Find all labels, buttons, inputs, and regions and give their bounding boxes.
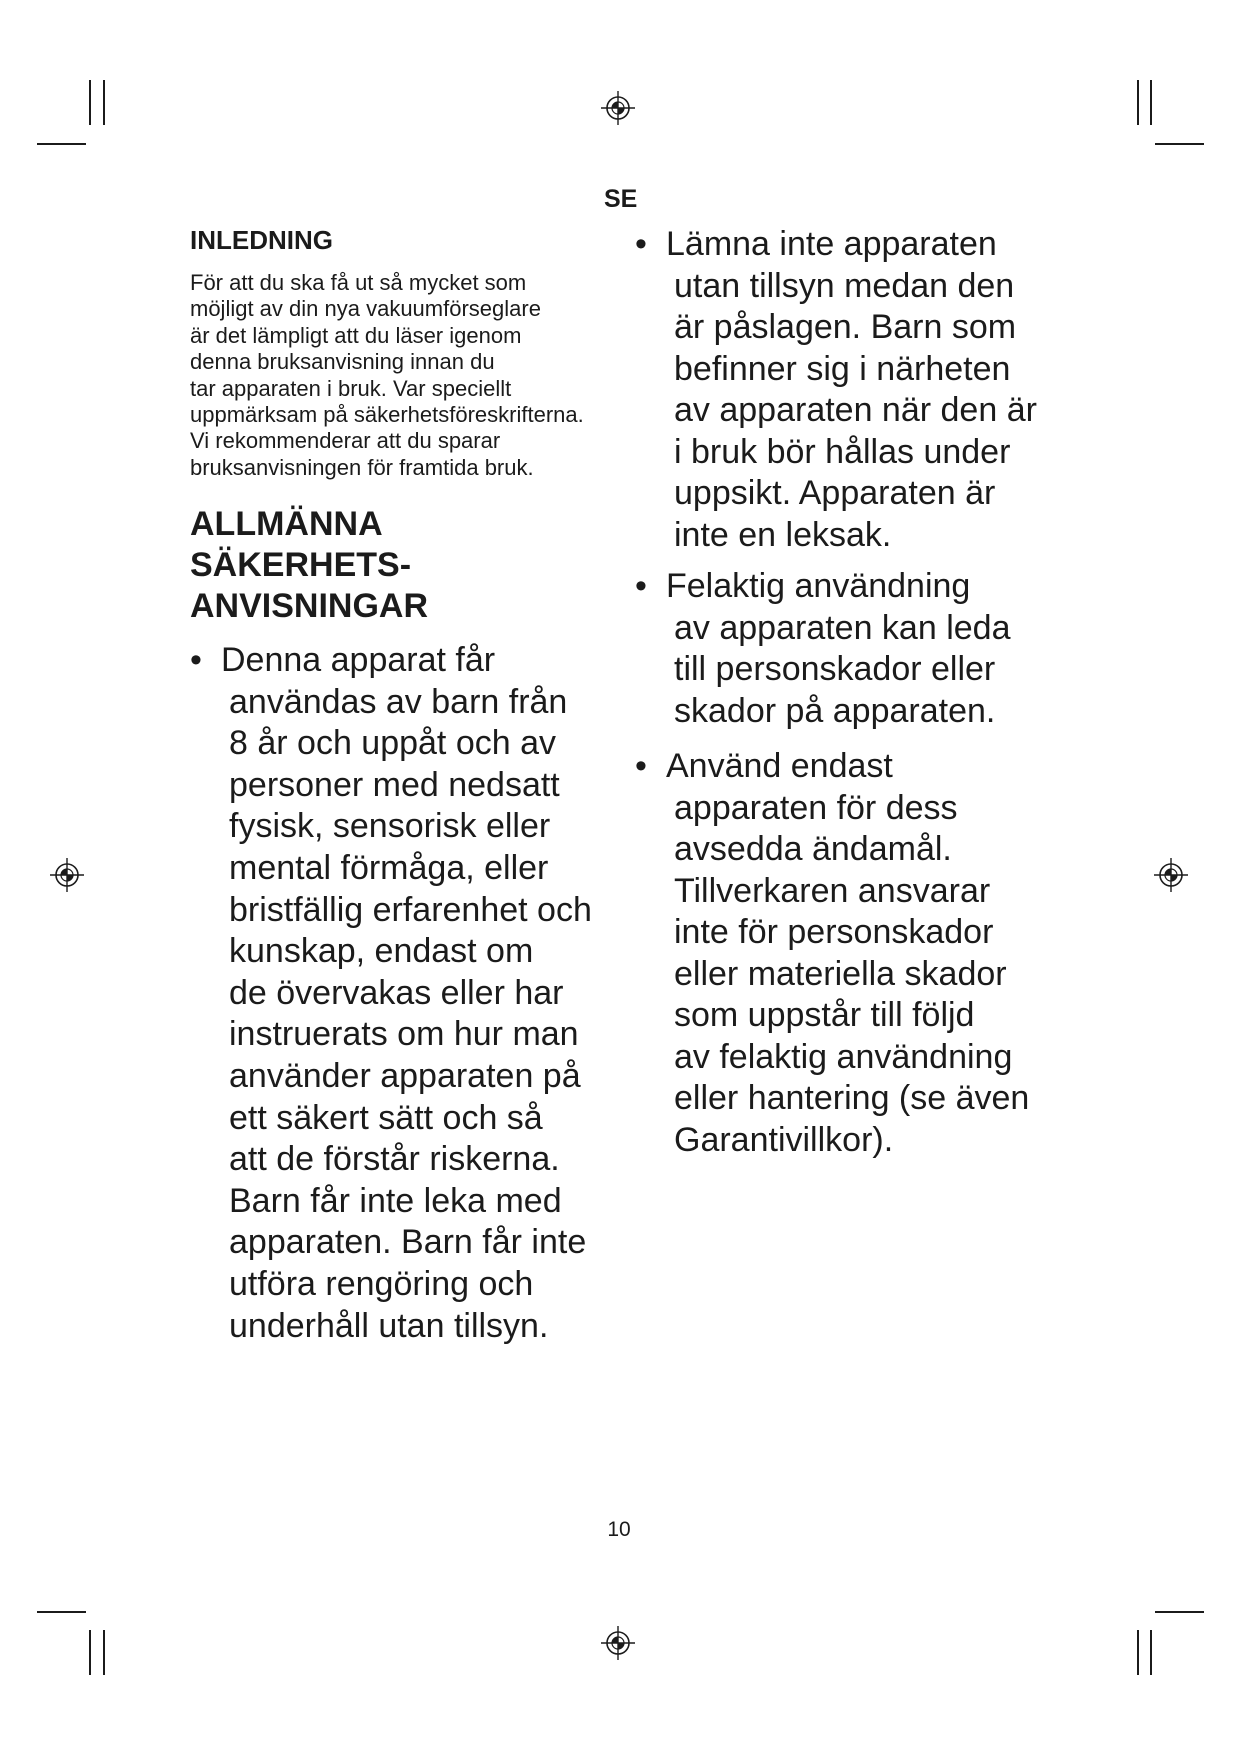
bullet-line: Barn får inte leka med — [229, 1181, 562, 1220]
bullet-line: Garantivillkor). — [674, 1120, 894, 1159]
bullet-line: eller materiella skador — [674, 954, 1007, 993]
bullet-line: av apparaten kan leda — [674, 608, 1011, 647]
intro-line: bruksanvisningen för framtida bruk. — [190, 454, 534, 480]
bullet-line: underhåll utan tillsyn. — [229, 1306, 549, 1345]
crop-mark — [89, 1630, 91, 1675]
bullet-line: av felaktig användning — [674, 1037, 1013, 1076]
bullet-line: skador på apparaten. — [674, 691, 996, 730]
bullet-line: som uppstår till följd — [674, 996, 975, 1034]
bullet-line: utan tillsyn medan den — [674, 266, 1015, 305]
intro-line: tar apparaten i bruk. Var speciellt — [190, 375, 512, 401]
bullet-line: Lämna inte apparaten — [666, 225, 997, 263]
crop-mark — [37, 1611, 86, 1613]
crop-mark — [1150, 80, 1152, 125]
intro-line: För att du ska få ut så mycket som — [190, 270, 527, 295]
bullet-line: att de förstår riskerna. — [229, 1140, 560, 1179]
language-code: SE — [604, 185, 638, 213]
intro-line: Vi rekommenderar att du sparar — [190, 428, 501, 454]
safety-bullet — [190, 640, 592, 1347]
bullet-line: inte en leksak. — [674, 515, 892, 554]
bullet-symbol: • — [190, 641, 202, 679]
registration-mark-icon — [49, 857, 85, 893]
bullet-line: eller hantering (se även — [674, 1079, 1030, 1117]
heading-line: SÄKERHETS- — [190, 546, 412, 584]
bullet-line: utföra rengöring och — [229, 1264, 534, 1303]
heading-line: ANVISNINGAR — [190, 587, 429, 625]
crop-mark — [1137, 1630, 1139, 1675]
crop-mark — [103, 1630, 105, 1675]
bullet-line: instruerats om hur man — [229, 1015, 579, 1054]
intro-line: möjligt av din nya vakuumförseglare — [190, 296, 541, 322]
bullet-line: apparaten. Barn får inte — [229, 1223, 587, 1262]
intro-line: uppmärksam på säkerhetsföreskrifterna. — [190, 402, 584, 428]
bullet-line: bristfällig erfarenhet och — [229, 890, 592, 929]
bullet-symbol: • — [635, 225, 647, 263]
bullet-line: använder apparaten på — [229, 1056, 581, 1095]
heading-line: ALLMÄNNA — [190, 505, 383, 543]
bullet-line: befinner sig i närheten — [674, 349, 1011, 388]
bullet-line: till personskador eller — [674, 650, 996, 688]
bullet-line: är påslagen. Barn som — [674, 308, 1017, 346]
bullet-line: mental förmåga, eller — [229, 848, 549, 887]
intro-paragraph — [190, 270, 584, 481]
registration-mark-icon — [600, 1625, 636, 1661]
intro-line: denna bruksanvisning innan du — [190, 349, 495, 375]
safety-bullet — [635, 746, 1029, 1161]
registration-mark-icon — [1153, 857, 1189, 893]
bullet-symbol: • — [635, 747, 647, 785]
crop-mark — [37, 143, 86, 145]
crop-mark — [1137, 80, 1139, 125]
bullet-line: de övervakas eller har — [229, 973, 564, 1012]
registration-mark-icon — [600, 90, 636, 126]
intro-title: INLEDNING — [190, 225, 333, 255]
crop-mark — [89, 80, 91, 125]
safety-heading — [190, 504, 428, 627]
bullet-line: ett säkert sätt och så — [229, 1098, 543, 1137]
bullet-line: kunskap, endast om — [229, 932, 534, 971]
bullet-symbol: • — [635, 567, 647, 605]
crop-mark — [1155, 143, 1204, 145]
crop-mark — [1155, 1611, 1204, 1613]
bullet-line: inte för personskador — [674, 913, 994, 951]
bullet-line: användas av barn från — [229, 682, 568, 721]
safety-bullet — [635, 566, 1010, 732]
bullet-line: 8 år och uppåt och av — [229, 724, 557, 763]
intro-line: är det lämpligt att du läser igenom — [190, 322, 522, 348]
bullet-line: fysisk, sensorisk eller — [229, 807, 551, 846]
bullet-line: av apparaten när den är — [674, 391, 1037, 429]
crop-mark — [103, 80, 105, 125]
bullet-line: i bruk bör hållas under — [674, 432, 1011, 471]
bullet-line: avsedda ändamål. — [674, 830, 952, 868]
bullet-line: Felaktig användning — [666, 567, 971, 605]
bullet-line: uppsikt. Apparaten är — [674, 474, 996, 512]
bullet-line: Denna apparat får — [221, 641, 496, 679]
bullet-line: Använd endast — [666, 747, 893, 785]
crop-mark — [1150, 1630, 1152, 1675]
safety-bullet — [635, 224, 1037, 556]
bullet-line: Tillverkaren ansvarar — [674, 871, 991, 910]
page-number: 10 — [607, 1518, 631, 1541]
bullet-line: apparaten för dess — [674, 788, 958, 827]
bullet-line: personer med nedsatt — [229, 765, 560, 804]
